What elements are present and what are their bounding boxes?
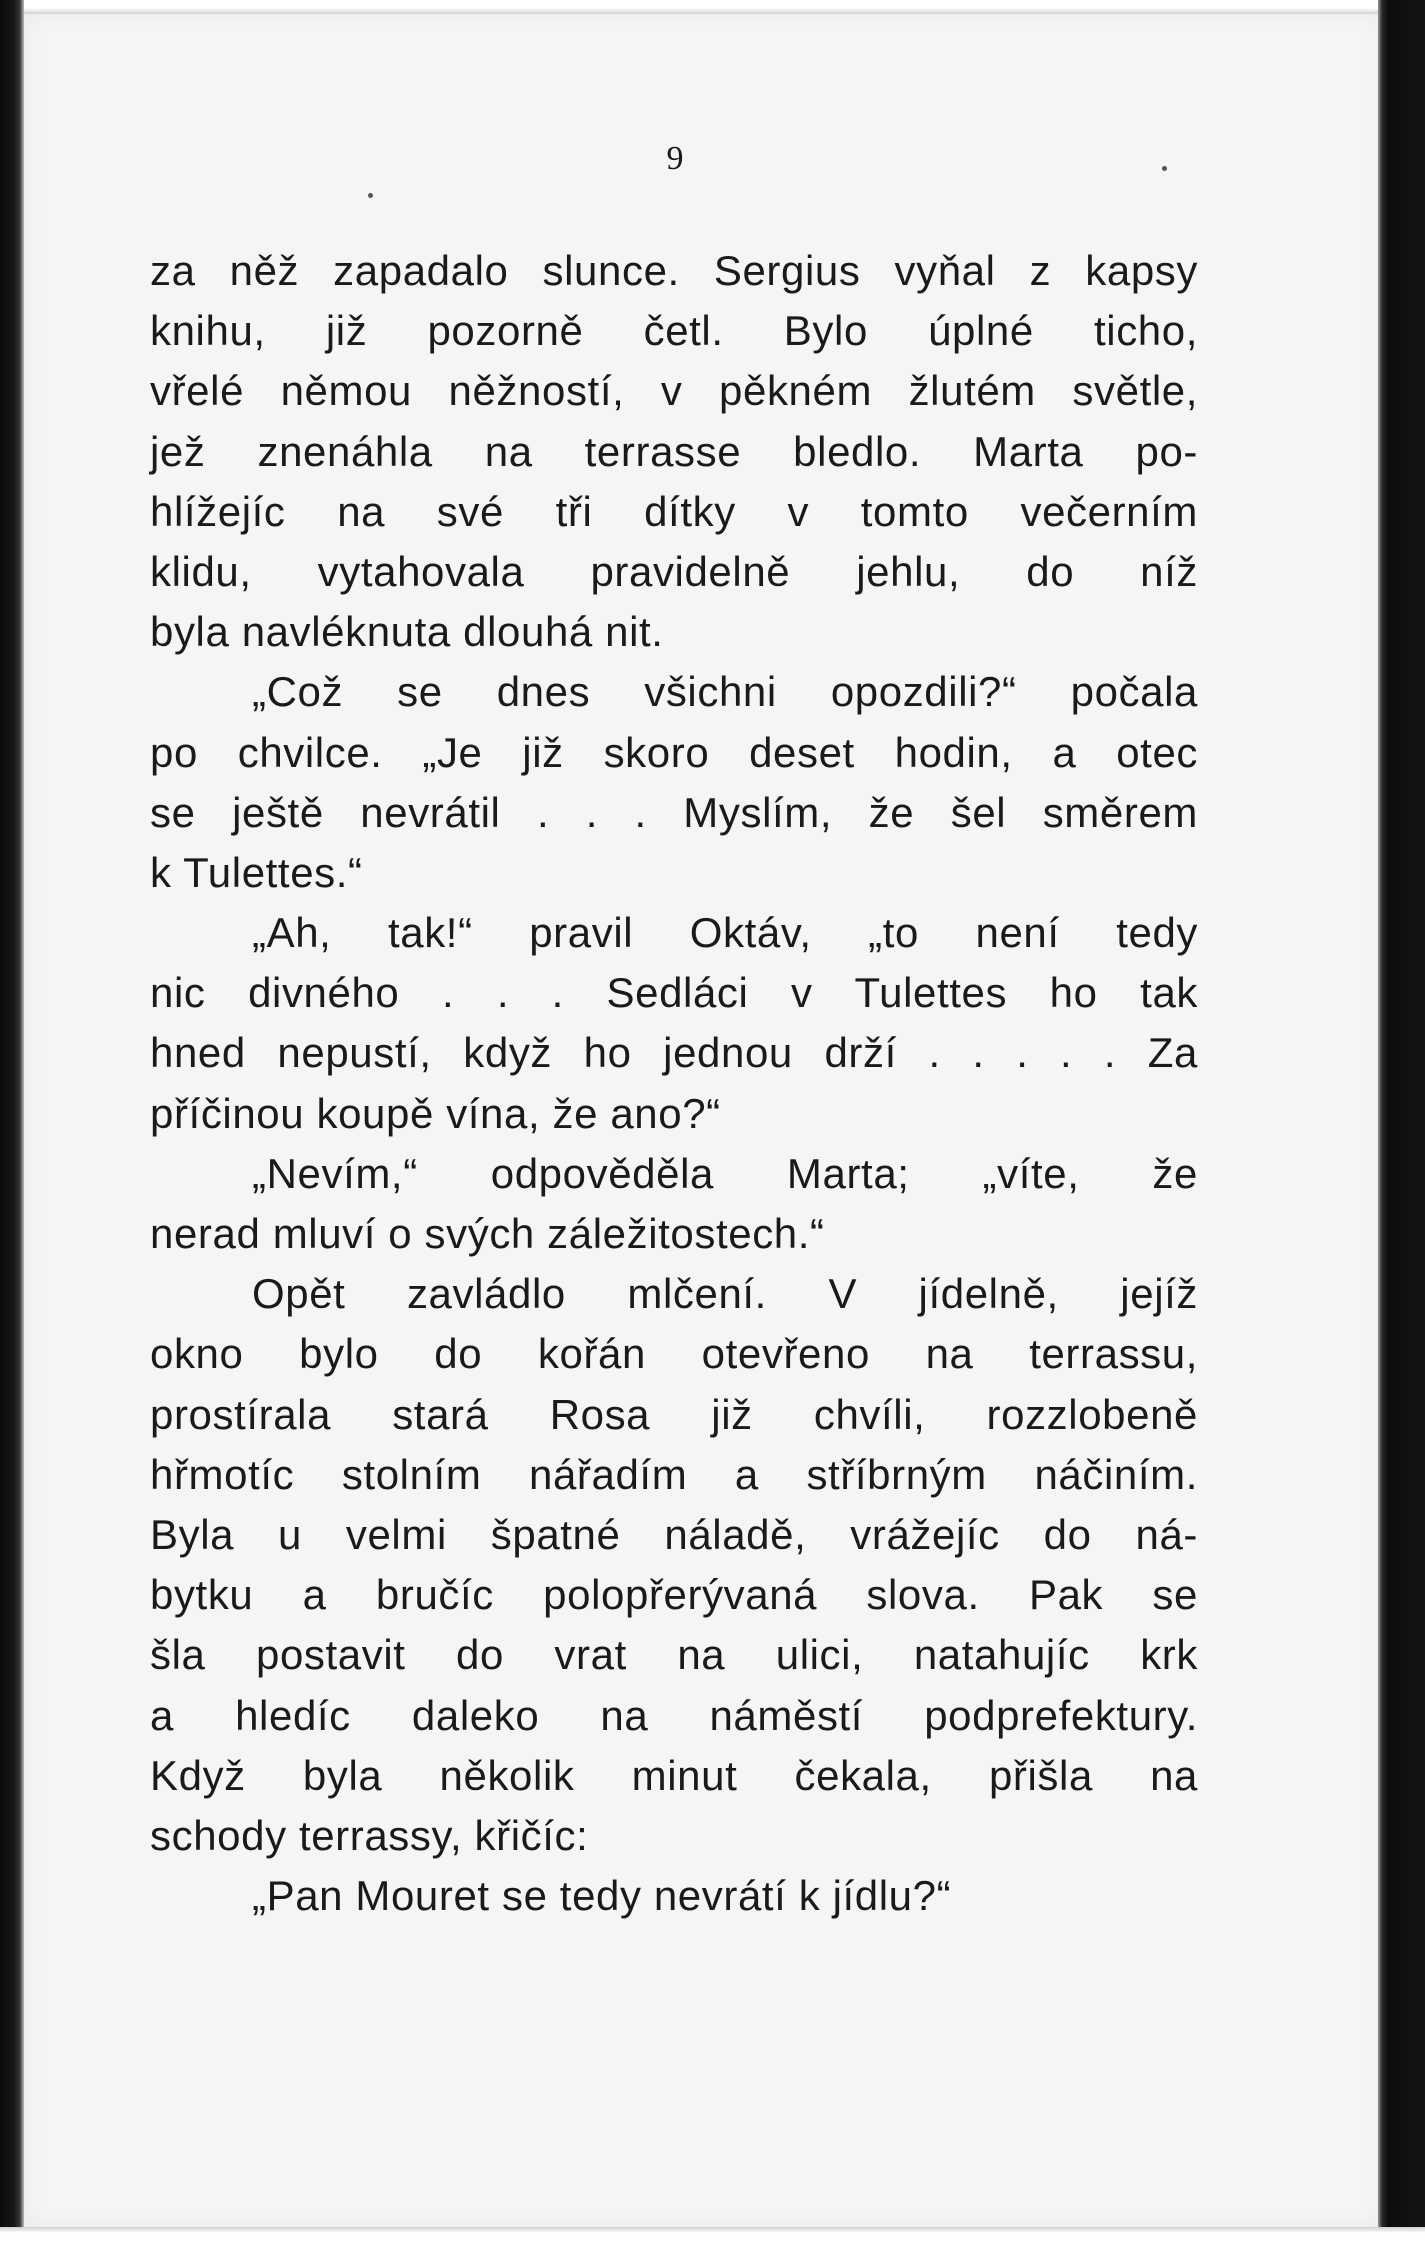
text-line: schody terrassy, křičíc: bbox=[150, 1811, 589, 1859]
text-line: nic divného . . . Sedláci v Tulettes ho tak bbox=[150, 969, 1198, 1017]
text-line: klidu, vytahovala pravidelně jehlu, do níž bbox=[150, 547, 1198, 595]
text-line: „Pan Mouret se tedy nevrátí k jídlu?“ bbox=[252, 1872, 952, 1920]
text-line: prostírala stará Rosa již chvíli, rozzlobeně bbox=[150, 1390, 1198, 1438]
text-line: hřmotíc stolním nářadím a stříbrným náčiním. bbox=[150, 1450, 1198, 1498]
text-line: „Ah, tak!“ pravil Oktáv, „to není tedy bbox=[252, 909, 1198, 957]
bottom-edge bbox=[0, 2227, 1425, 2241]
text-line: hlížejíc na své tři dítky v tomto večerním bbox=[150, 487, 1198, 535]
top-edge bbox=[0, 0, 1425, 14]
text-line: Opět zavládlo mlčení. V jídelně, jejíž bbox=[252, 1270, 1198, 1318]
text-line: knihu, již pozorně četl. Bylo úplné ticho, bbox=[150, 307, 1198, 355]
text-line: Byla u velmi špatné náladě, vrážejíc do ná- bbox=[150, 1510, 1198, 1558]
text-line: „Což se dnes všichni opozdili?“ počala bbox=[252, 668, 1198, 716]
text-line: okno bylo do kořán otevřeno na terrassu, bbox=[150, 1330, 1198, 1378]
dust-speck bbox=[368, 193, 373, 198]
text-line: Když byla několik minut čekala, přišla na bbox=[150, 1751, 1198, 1799]
text-line: hned nepustí, když ho jednou drží . . . . . Za bbox=[150, 1029, 1198, 1077]
page-number: 9 bbox=[666, 140, 684, 177]
text-line: nerad mluví o svých záležitostech.“ bbox=[150, 1210, 825, 1257]
text-line: se ještě nevrátil . . . Myslím, že šel směrem bbox=[150, 788, 1198, 836]
text-line: příčinou koupě vína, že ano?“ bbox=[150, 1089, 721, 1137]
text-line: po chvilce. „Je již skoro deset hodin, a otec bbox=[150, 728, 1198, 776]
dust-speck bbox=[1162, 166, 1167, 171]
book-spine-shadow bbox=[0, 0, 24, 2241]
text-line: jež znenáhla na terrasse bledlo. Marta po- bbox=[150, 427, 1198, 475]
body-text bbox=[150, 241, 1198, 1926]
text-line: za něž zapadalo slunce. Sergius vyňal z kapsy bbox=[150, 247, 1198, 294]
text-line: k Tulettes.“ bbox=[150, 848, 363, 896]
text-line: „Nevím,“ odpověděla Marta; „víte, že bbox=[252, 1149, 1198, 1197]
right-page-edge bbox=[1378, 0, 1425, 2241]
text-line: vřelé němou něžností, v pěkném žlutém světle, bbox=[150, 367, 1198, 415]
text-line: šla postavit do vrat na ulici, natahujíc krk bbox=[150, 1631, 1198, 1679]
text-line: bytku a bručíc polopřerývaná slova. Pak se bbox=[150, 1571, 1198, 1619]
text-line: a hledíc daleko na náměstí podprefektury. bbox=[150, 1691, 1198, 1739]
text-line: byla navléknuta dlouhá nit. bbox=[150, 608, 664, 656]
